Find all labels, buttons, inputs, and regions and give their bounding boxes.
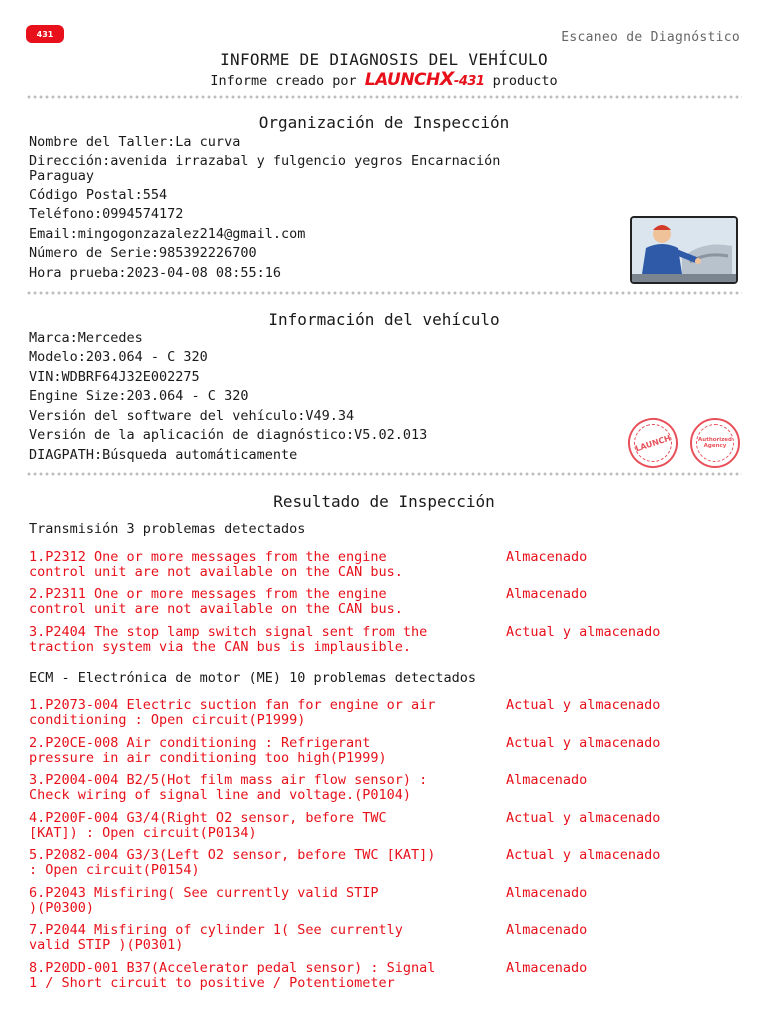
fault-description: 7.P2044 Misfiring of cylinder 1( See currently valid STIP )(P0301) [29,922,403,953]
fault-status: Actual y almacenado [506,624,661,640]
brand-badge: 431 [26,25,64,43]
vehicle-line: Marca:Mercedes [29,330,143,346]
vehicle-section-title: Información del vehículo [268,310,500,329]
group-heading: Transmisión 3 problemas detectados [29,521,306,537]
report-type-label: Escaneo de Diagnóstico [561,30,740,45]
dotted-divider [26,95,742,99]
vehicle-line: VIN:WDBRF64J32E002275 [29,369,200,385]
org-line: Dirección:avenida irrazabal y fulgencio yegros Encarnación [29,153,501,169]
fault-status: Actual y almacenado [506,735,661,751]
launch-logo: LAUNCHX-431 [364,68,485,90]
fault-status: Actual y almacenado [506,697,661,713]
org-line: Teléfono:0994574172 [29,206,184,222]
fault-description: 2.P2311 One or more messages from the engine control unit are not available on the CAN bus. [29,586,403,617]
fault-description: 8.P20DD-001 B37(Accelerator pedal sensor) : Signal 1 / Short circuit to positive / Potentiometer [29,960,436,991]
fault-status: Almacenado [506,586,588,602]
report-title: INFORME DE DIAGNOSIS DEL VEHÍCULO [220,50,548,69]
org-line: Nombre del Taller:La curva [29,134,241,150]
fault-description: 4.P200F-004 G3/4(Right O2 sensor, before TWC [KAT]) : Open circuit(P0134) [29,810,387,841]
fault-status: Almacenado [506,885,588,901]
fault-description: 3.P2004-004 B2/5(Hot film mass air flow sensor) : Check wiring of signal line and voltage.(P0104) [29,772,428,803]
report-subtitle [0,68,768,90]
fault-description: 3.P2404 The stop lamp switch signal sent from the traction system via the CAN bus is implausible. [29,624,428,655]
fault-status: Actual y almacenado [506,847,661,863]
vehicle-line: Versión de la aplicación de diagnóstico:V5.02.013 [29,427,428,443]
org-line: Paraguay [29,168,95,184]
subtitle-prefix: Informe creado por [210,73,357,89]
org-line: Hora prueba:2023-04-08 08:55:16 [29,265,281,281]
fault-status: Almacenado [506,922,588,938]
org-line: Número de Serie:985392226700 [29,245,257,261]
subtitle-suffix: producto [492,73,558,89]
mechanic-icon [630,216,738,284]
vehicle-line: Versión del software del vehículo:V49.34 [29,408,355,424]
fault-status: Almacenado [506,960,588,976]
org-section-title: Organización de Inspección [258,113,510,132]
fault-description: 5.P2082-004 G3/3(Left O2 sensor, before TWC [KAT]) : Open circuit(P0154) [29,847,436,878]
fault-status: Almacenado [506,549,588,565]
dotted-divider [26,472,742,476]
org-line: Email:mingogonzazalez214@gmail.com [29,226,306,242]
fault-description: 1.P2073-004 Electric suction fan for engine or air conditioning : Open circuit(P1999) [29,697,436,728]
authorized-agency-stamp-icon: Authorized Agency [690,418,740,468]
dotted-divider [26,291,742,295]
org-line: Código Postal:554 [29,187,168,203]
vehicle-line: Modelo:203.064 - C 320 [29,349,208,365]
vehicle-line: Engine Size:203.064 - C 320 [29,388,249,404]
results-section-title: Resultado de Inspección [273,492,495,511]
fault-description: 1.P2312 One or more messages from the engine control unit are not available on the CAN bus. [29,549,403,580]
group-heading: ECM - Electrónica de motor (ME) 10 problemas detectados [29,670,477,686]
launch-stamp-icon: LAUNCH [621,411,684,474]
vehicle-line: DIAGPATH:Búsqueda automáticamente [29,447,298,463]
fault-description: 2.P20CE-008 Air conditioning : Refrigerant pressure in air conditioning too high(P1999) [29,735,387,766]
fault-description: 6.P2043 Misfiring( See currently valid STIP )(P0300) [29,885,379,916]
fault-status: Actual y almacenado [506,810,661,826]
fault-status: Almacenado [506,772,588,788]
